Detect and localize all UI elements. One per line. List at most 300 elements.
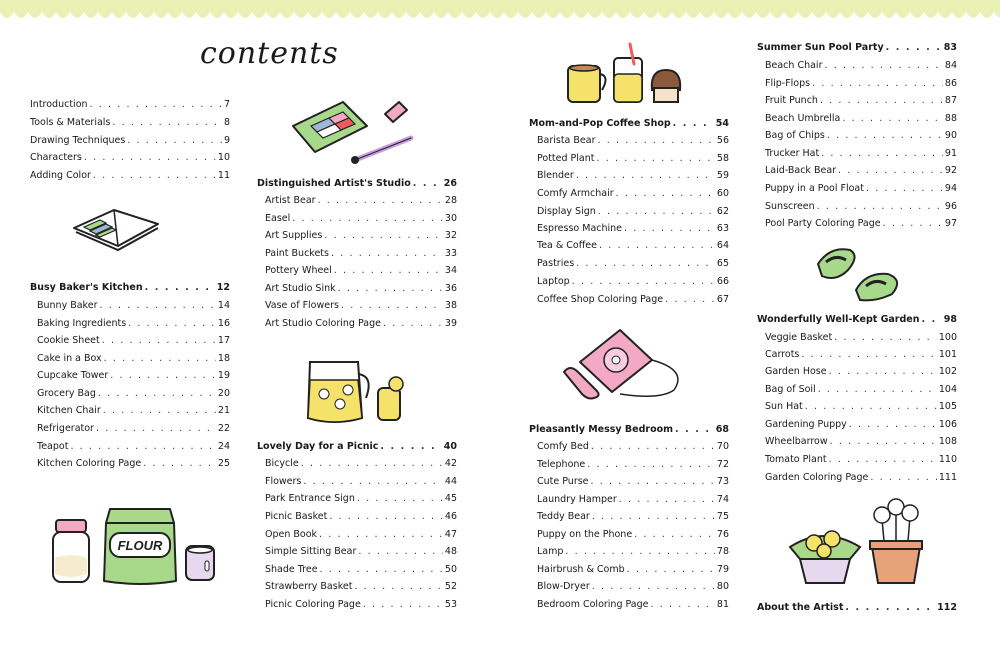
toc-page-number: 50 bbox=[444, 564, 457, 575]
toc-label: Summer Sun Pool Party bbox=[757, 42, 884, 53]
toc-entry bbox=[537, 494, 729, 505]
toc-entry bbox=[765, 78, 957, 89]
toc-label: Open Book bbox=[265, 529, 318, 540]
toc-label: Artist Bear bbox=[265, 195, 316, 206]
toc-entry bbox=[37, 441, 230, 452]
jar-icon bbox=[50, 518, 92, 586]
toc-page-number: 19 bbox=[217, 370, 230, 381]
leader-dots bbox=[812, 78, 943, 89]
toc-page-number: 73 bbox=[716, 476, 729, 487]
toc-page-number: 90 bbox=[944, 130, 957, 141]
leader-dots bbox=[829, 366, 937, 377]
toc-label: Laundry Hamper bbox=[537, 494, 617, 505]
toc-page-number: 67 bbox=[716, 294, 729, 305]
toc-label: Teapot bbox=[37, 441, 69, 452]
leader-dots bbox=[599, 240, 715, 251]
toc-label: Paint Buckets bbox=[265, 248, 329, 259]
toc-label: Vase of Flowers bbox=[265, 300, 339, 311]
leader-dots bbox=[98, 388, 216, 399]
toc-entry bbox=[265, 195, 457, 206]
toc-label: Blender bbox=[537, 170, 574, 181]
toc-label: Puppy in a Pool Float bbox=[765, 183, 864, 194]
toc-entry bbox=[30, 152, 230, 163]
toc-entry bbox=[37, 318, 230, 329]
toc-label: Garden Coloring Page bbox=[765, 472, 869, 483]
toc-label: Kitchen Coloring Page bbox=[37, 458, 142, 469]
toc-page-number: 68 bbox=[715, 424, 729, 435]
leader-dots bbox=[110, 370, 216, 381]
leader-dots bbox=[818, 384, 937, 395]
toc-entry bbox=[765, 148, 957, 159]
leader-dots bbox=[572, 276, 715, 287]
toc-label: Beach Umbrella bbox=[765, 113, 841, 124]
toc-entry bbox=[37, 370, 230, 381]
leader-dots bbox=[849, 419, 937, 430]
leader-dots bbox=[801, 349, 936, 360]
toc-label: Coffee Shop Coloring Page bbox=[537, 294, 664, 305]
leader-dots bbox=[838, 165, 943, 176]
leader-dots bbox=[103, 405, 216, 416]
leader-dots bbox=[651, 599, 715, 610]
toc-entry bbox=[265, 511, 457, 522]
toc-entry bbox=[765, 401, 957, 412]
leader-dots bbox=[363, 599, 443, 610]
toc-page-number: 105 bbox=[938, 401, 957, 412]
toc-page-number: 46 bbox=[444, 511, 457, 522]
toc-page-number: 9 bbox=[223, 135, 230, 146]
toc-page-number: 94 bbox=[944, 183, 957, 194]
toc-page-number: 70 bbox=[716, 441, 729, 452]
toc-label: Adding Color bbox=[30, 170, 91, 181]
leader-dots bbox=[827, 130, 943, 141]
toc-label: Pool Party Coloring Page bbox=[765, 218, 881, 229]
toc-section bbox=[257, 178, 457, 189]
toc-label: Display Sign bbox=[537, 206, 596, 217]
toc-label: Grocery Bag bbox=[37, 388, 96, 399]
toc-entry bbox=[537, 188, 729, 199]
toc-entry bbox=[37, 423, 230, 434]
toc-page-number: 110 bbox=[938, 454, 957, 465]
leader-dots bbox=[338, 283, 443, 294]
toc-entry bbox=[765, 384, 957, 395]
leader-dots bbox=[576, 258, 715, 269]
leader-dots bbox=[616, 188, 715, 199]
toc-entry bbox=[765, 419, 957, 430]
leader-dots bbox=[413, 178, 442, 189]
toc-entry bbox=[30, 99, 230, 110]
toc-page-number: 48 bbox=[444, 546, 457, 557]
toc-page-number: 101 bbox=[938, 349, 957, 360]
toc-label: Blow-Dryer bbox=[537, 581, 590, 592]
toc-label: Refrigerator bbox=[37, 423, 94, 434]
toc-label: Cupcake Tower bbox=[37, 370, 109, 381]
leader-dots bbox=[624, 223, 715, 234]
toc-page-number: 87 bbox=[944, 95, 957, 106]
toc-label: Cute Purse bbox=[537, 476, 589, 487]
leader-dots bbox=[634, 529, 715, 540]
toc-page-number: 78 bbox=[716, 546, 729, 557]
leader-dots bbox=[817, 201, 943, 212]
toc-page-number: 54 bbox=[715, 118, 729, 129]
toc-label: Laid-Back Bear bbox=[765, 165, 837, 176]
toc-label: Picnic Basket bbox=[265, 511, 328, 522]
toc-entry bbox=[265, 581, 457, 592]
toc-page-number: 30 bbox=[444, 213, 457, 224]
toc-entry bbox=[537, 581, 729, 592]
toc-page-number: 40 bbox=[443, 441, 457, 452]
toc-label: Tea & Coffee bbox=[537, 240, 597, 251]
leader-dots bbox=[842, 113, 943, 124]
toc-label: Sunscreen bbox=[765, 201, 815, 212]
toc-label: Lovely Day for a Picnic bbox=[257, 441, 379, 452]
leader-dots bbox=[883, 218, 943, 229]
toc-entry bbox=[537, 529, 729, 540]
toc-entry bbox=[30, 117, 230, 128]
leader-dots bbox=[805, 401, 937, 412]
toc-page-number: 25 bbox=[217, 458, 230, 469]
toc-page-number: 20 bbox=[217, 388, 230, 399]
toc-entry bbox=[265, 248, 457, 259]
toc-entry bbox=[537, 223, 729, 234]
toc-entry bbox=[765, 183, 957, 194]
toc-page-number: 22 bbox=[217, 423, 230, 434]
toc-label: Mom-and-Pop Coffee Shop bbox=[529, 118, 671, 129]
toc-page-number: 8 bbox=[223, 117, 230, 128]
toc-entry bbox=[537, 564, 729, 575]
toc-page-number: 58 bbox=[716, 153, 729, 164]
leader-dots bbox=[334, 265, 443, 276]
toc-label: Simple Sitting Bear bbox=[265, 546, 357, 557]
leader-dots bbox=[834, 332, 937, 343]
leader-dots bbox=[104, 353, 216, 364]
leader-dots bbox=[383, 318, 443, 329]
leader-dots bbox=[821, 148, 943, 159]
leader-dots bbox=[329, 511, 443, 522]
toc-page-number: 86 bbox=[944, 78, 957, 89]
toc-entry bbox=[37, 388, 230, 399]
leader-dots bbox=[866, 183, 943, 194]
leader-dots bbox=[830, 436, 937, 447]
toc-label: Bag of Chips bbox=[765, 130, 825, 141]
leader-dots bbox=[324, 230, 443, 241]
toc-label: Art Supplies bbox=[265, 230, 323, 241]
toc-page-number: 96 bbox=[944, 201, 957, 212]
toc-label: Lamp bbox=[537, 546, 564, 557]
leader-dots bbox=[145, 282, 215, 293]
leader-dots bbox=[143, 458, 216, 469]
toc-page-number: 33 bbox=[444, 248, 457, 259]
leader-dots bbox=[596, 153, 714, 164]
leader-dots bbox=[84, 152, 216, 163]
toc-label: Teddy Bear bbox=[537, 511, 590, 522]
toc-section bbox=[757, 42, 957, 53]
toc-page-number: 52 bbox=[444, 581, 457, 592]
toc-label: Sun Hat bbox=[765, 401, 803, 412]
toc-label: About the Artist bbox=[757, 602, 844, 613]
leader-dots bbox=[380, 441, 441, 452]
toc-entry bbox=[265, 318, 457, 329]
toc-page-number: 18 bbox=[217, 353, 230, 364]
toc-label: Picnic Coloring Page bbox=[265, 599, 361, 610]
toc-page-number: 76 bbox=[716, 529, 729, 540]
toc-page-number: 32 bbox=[444, 230, 457, 241]
toc-page-number: 91 bbox=[944, 148, 957, 159]
leader-dots bbox=[845, 602, 935, 613]
toc-entry bbox=[537, 511, 729, 522]
toc-page-number: 39 bbox=[444, 318, 457, 329]
toc-label: Shade Tree bbox=[265, 564, 318, 575]
toc-label: Introduction bbox=[30, 99, 88, 110]
toc-entry bbox=[265, 564, 457, 575]
leader-dots bbox=[93, 170, 216, 181]
toc-page-number: 38 bbox=[444, 300, 457, 311]
toc-entry bbox=[537, 240, 729, 251]
toc-page-number: 36 bbox=[444, 283, 457, 294]
leader-dots bbox=[303, 476, 443, 487]
toc-label: Kitchen Chair bbox=[37, 405, 101, 416]
toc-entry bbox=[765, 130, 957, 141]
toc-page-number: 100 bbox=[938, 332, 957, 343]
toc-entry bbox=[30, 170, 230, 181]
leader-dots bbox=[127, 135, 222, 146]
toc-page-number: 44 bbox=[444, 476, 457, 487]
leader-dots bbox=[619, 494, 715, 505]
flour-label: FLOUR bbox=[117, 538, 163, 553]
toc-entry bbox=[765, 366, 957, 377]
toc-entry bbox=[537, 135, 729, 146]
toc-page-number: 81 bbox=[716, 599, 729, 610]
leader-dots bbox=[592, 511, 715, 522]
toc-page-number: 75 bbox=[716, 511, 729, 522]
toc-label: Pottery Wheel bbox=[265, 265, 332, 276]
toc-label: Puppy on the Phone bbox=[537, 529, 633, 540]
leader-dots bbox=[870, 472, 937, 483]
toc-page-number: 72 bbox=[716, 459, 729, 470]
toc-page-number: 26 bbox=[443, 178, 457, 189]
toc-page-number: 63 bbox=[716, 223, 729, 234]
leader-dots bbox=[112, 117, 222, 128]
toc-label: Cookie Sheet bbox=[37, 335, 100, 346]
page-title: contents bbox=[200, 36, 339, 71]
toc-page-number: 56 bbox=[716, 135, 729, 146]
toc-label: Wonderfully Well-Kept Garden bbox=[757, 314, 920, 325]
toc-page-number: 104 bbox=[938, 384, 957, 395]
toc-page-number: 98 bbox=[943, 314, 957, 325]
toc-label: Flowers bbox=[265, 476, 302, 487]
toc-label: Busy Baker's Kitchen bbox=[30, 282, 143, 293]
leader-dots bbox=[90, 99, 222, 110]
toc-entry bbox=[265, 529, 457, 540]
toc-entry bbox=[765, 113, 957, 124]
toc-label: Easel bbox=[265, 213, 291, 224]
toc-entry bbox=[37, 405, 230, 416]
leader-dots bbox=[922, 314, 942, 325]
leader-dots bbox=[357, 493, 443, 504]
toc-page-number: 108 bbox=[938, 436, 957, 447]
leader-dots bbox=[102, 335, 216, 346]
toc-label: Bicycle bbox=[265, 458, 299, 469]
toc-page-number: 45 bbox=[444, 493, 457, 504]
toc-section bbox=[757, 314, 957, 325]
toc-label: Park Entrance Sign bbox=[265, 493, 355, 504]
toc-label: Trucker Hat bbox=[765, 148, 820, 159]
toc-entry bbox=[265, 230, 457, 241]
toc-entry bbox=[537, 276, 729, 287]
leader-dots bbox=[358, 546, 443, 557]
toc-page-number: 83 bbox=[943, 42, 957, 53]
leader-dots bbox=[320, 564, 443, 575]
toc-label: Flip-Flops bbox=[765, 78, 811, 89]
toc-page-number: 62 bbox=[716, 206, 729, 217]
leader-dots bbox=[99, 300, 215, 311]
toc-page-number: 53 bbox=[444, 599, 457, 610]
leader-dots bbox=[675, 424, 714, 435]
toc-label: Espresso Machine bbox=[537, 223, 623, 234]
toc-page-number: 84 bbox=[944, 60, 957, 71]
toc-page-number: 12 bbox=[216, 282, 230, 293]
toc-page-number: 60 bbox=[716, 188, 729, 199]
leader-dots bbox=[331, 248, 443, 259]
lemonade-pitcher-icon bbox=[300, 352, 410, 428]
toc-page-number: 16 bbox=[217, 318, 230, 329]
toc-entry bbox=[30, 135, 230, 146]
toc-entry bbox=[765, 95, 957, 106]
paint-palette-icon bbox=[285, 96, 430, 168]
toc-label: Hairbrush & Comb bbox=[537, 564, 625, 575]
toc-page-number: 34 bbox=[444, 265, 457, 276]
toc-entry bbox=[265, 283, 457, 294]
telephone-icon bbox=[560, 320, 690, 402]
toc-label: Art Studio Coloring Page bbox=[265, 318, 381, 329]
toc-label: Beach Chair bbox=[765, 60, 823, 71]
coffee-mugs-icon bbox=[562, 40, 687, 106]
toc-entry bbox=[765, 165, 957, 176]
toc-entry bbox=[537, 441, 729, 452]
toc-entry bbox=[765, 436, 957, 447]
toc-entry bbox=[765, 218, 957, 229]
flower-pots-icon bbox=[784, 495, 929, 587]
toc-page-number: 102 bbox=[938, 366, 957, 377]
toc-entry bbox=[765, 60, 957, 71]
toc-label: Art Studio Sink bbox=[265, 283, 336, 294]
toc-label: Strawberry Basket bbox=[265, 581, 353, 592]
toc-section bbox=[529, 424, 729, 435]
toc-entry bbox=[37, 335, 230, 346]
toc-section bbox=[30, 282, 230, 293]
leader-dots bbox=[128, 318, 216, 329]
toc-entry bbox=[37, 458, 230, 469]
toc-entry bbox=[265, 546, 457, 557]
toc-label: Laptop bbox=[537, 276, 570, 287]
toc-entry bbox=[537, 599, 729, 610]
toc-label: Drawing Techniques bbox=[30, 135, 126, 146]
toc-entry bbox=[265, 265, 457, 276]
leader-dots bbox=[591, 476, 715, 487]
toc-entry bbox=[537, 459, 729, 470]
toc-label: Wheelbarrow bbox=[765, 436, 828, 447]
toc-section bbox=[257, 441, 457, 452]
toc-label: Bag of Soil bbox=[765, 384, 816, 395]
toc-page-number: 17 bbox=[217, 335, 230, 346]
leader-dots bbox=[587, 459, 715, 470]
toc-entry bbox=[265, 493, 457, 504]
leader-dots bbox=[319, 529, 443, 540]
leader-dots bbox=[820, 95, 943, 106]
toc-page-number: 10 bbox=[217, 152, 230, 163]
toc-page-number: 97 bbox=[944, 218, 957, 229]
leader-dots bbox=[665, 294, 715, 305]
toc-entry bbox=[265, 599, 457, 610]
toc-label: Pleasantly Messy Bedroom bbox=[529, 424, 674, 435]
toc-entry bbox=[537, 476, 729, 487]
toc-page-number: 11 bbox=[217, 170, 230, 181]
toc-entry bbox=[537, 258, 729, 269]
leader-dots bbox=[354, 581, 442, 592]
leader-dots bbox=[886, 42, 942, 53]
toc-label: Gardening Puppy bbox=[765, 419, 847, 430]
toc-label: Tomato Plant bbox=[765, 454, 827, 465]
toc-page-number: 14 bbox=[217, 300, 230, 311]
leader-dots bbox=[96, 423, 216, 434]
leader-dots bbox=[627, 564, 715, 575]
toc-label: Baking Ingredients bbox=[37, 318, 127, 329]
toc-entry bbox=[265, 213, 457, 224]
toc-page-number: 59 bbox=[716, 170, 729, 181]
flour-bag-icon bbox=[100, 503, 180, 587]
toc-page-number: 21 bbox=[217, 405, 230, 416]
toc-page-number: 74 bbox=[716, 494, 729, 505]
toc-label: Garden Hose bbox=[765, 366, 827, 377]
toc-page-number: 88 bbox=[944, 113, 957, 124]
toc-label: Comfy Bed bbox=[537, 441, 589, 452]
leader-dots bbox=[341, 300, 443, 311]
toc-page-number: 65 bbox=[716, 258, 729, 269]
toc-page-number: 24 bbox=[217, 441, 230, 452]
leader-dots bbox=[598, 206, 715, 217]
scalloped-border bbox=[0, 0, 1000, 22]
cup-icon bbox=[183, 543, 217, 583]
toc-page-number: 111 bbox=[938, 472, 957, 483]
toc-page-number: 47 bbox=[444, 529, 457, 540]
toc-label: Bedroom Coloring Page bbox=[537, 599, 649, 610]
toc-entry bbox=[537, 206, 729, 217]
leader-dots bbox=[576, 170, 715, 181]
toc-entry bbox=[265, 300, 457, 311]
toc-entry bbox=[37, 300, 230, 311]
toc-entry bbox=[765, 201, 957, 212]
leader-dots bbox=[592, 581, 715, 592]
leader-dots bbox=[301, 458, 443, 469]
toc-page-number: 106 bbox=[938, 419, 957, 430]
toc-entry bbox=[537, 546, 729, 557]
leader-dots bbox=[824, 60, 942, 71]
toc-entry bbox=[265, 458, 457, 469]
toc-section bbox=[529, 118, 729, 129]
toc-page-number: 7 bbox=[223, 99, 230, 110]
toc-label: Cake in a Box bbox=[37, 353, 102, 364]
leader-dots bbox=[591, 441, 715, 452]
toc-label: Characters bbox=[30, 152, 82, 163]
toc-page-number: 79 bbox=[716, 564, 729, 575]
leader-dots bbox=[829, 454, 937, 465]
toc-label: Telephone bbox=[537, 459, 586, 470]
toc-label: Veggie Basket bbox=[765, 332, 833, 343]
toc-page-number: 112 bbox=[937, 602, 957, 613]
flip-flops-icon bbox=[812, 242, 912, 302]
open-book-icon bbox=[70, 202, 162, 252]
toc-label: Bunny Baker bbox=[37, 300, 98, 311]
toc-entry bbox=[765, 454, 957, 465]
